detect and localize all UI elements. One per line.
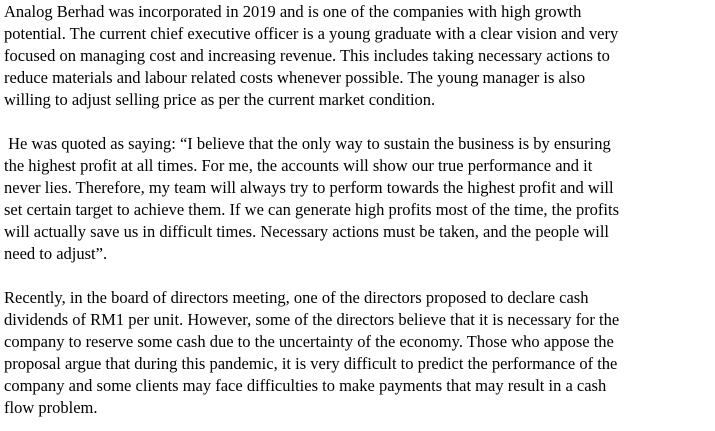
paragraph-board-meeting	[4, 287, 715, 419]
text-line: potential. The current chief executive officer is a young graduate with a clear vision and very	[4, 24, 619, 43]
text-line: Analog Berhad was incorporated in 2019 and is one of the companies with high growth	[4, 2, 582, 21]
paragraph-company-background	[4, 1, 715, 111]
text-line: Recently, in the board of directors meeting, one of the directors proposed to declare cash	[4, 288, 589, 307]
text-line: proposal argue that during this pandemic, it is very difficult to predict the performance of the	[4, 354, 618, 373]
text-line: company to reserve some cash due to the uncertainty of the economy. Those who appose the	[4, 332, 614, 351]
text-line: set certain target to achieve them. If we can generate high profits most of the time, the profits	[4, 200, 620, 219]
text-line: willing to adjust selling price as per the current market condition.	[4, 90, 436, 109]
text-line: flow problem.	[4, 398, 98, 417]
text-line: He was quoted as saying: “I believe that the only way to sustain the business is by ensuring	[4, 134, 611, 153]
text-line: the highest profit at all times. For me, the accounts will show our true performance and it	[4, 156, 593, 175]
text-line: need to adjust”.	[4, 244, 108, 263]
text-line: will actually save us in difficult times. Necessary actions must be taken, and the people will	[4, 222, 609, 241]
text-line: dividends of RM1 per unit. However, some of the directors believe that it is necessary for the	[4, 310, 620, 329]
paragraph-spacer	[4, 265, 715, 287]
paragraph-ceo-quote	[4, 133, 715, 265]
text-line: company and some clients may face difficulties to make payments that may result in a cash	[4, 376, 607, 395]
text-line: focused on managing cost and increasing revenue. This includes taking necessary actions to	[4, 46, 610, 65]
paragraph-spacer	[4, 111, 715, 133]
text-line: reduce materials and labour related costs whenever possible. The young manager is also	[4, 68, 586, 87]
text-line: never lies. Therefore, my team will always try to perform towards the highest profit and will	[4, 178, 614, 197]
